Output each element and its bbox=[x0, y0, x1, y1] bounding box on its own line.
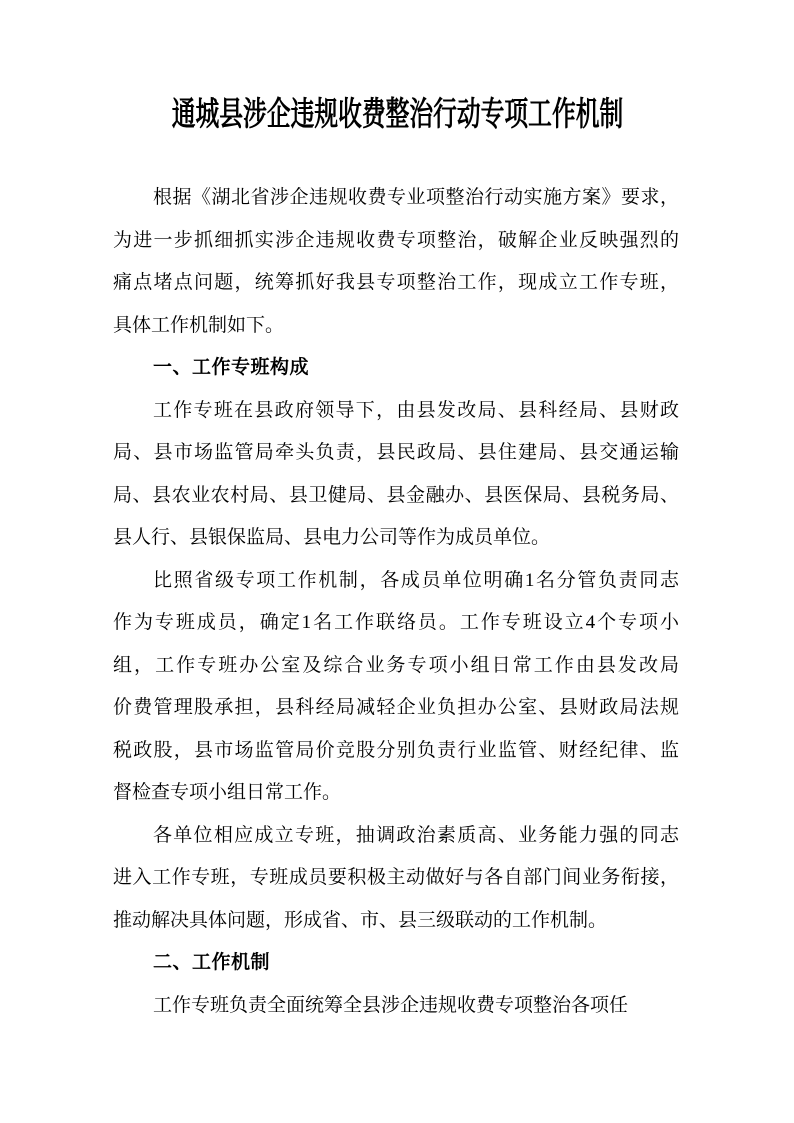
section-heading: 二、工作机制 bbox=[153, 952, 271, 973]
text-line: 推动解决具体问题，形成省、市、县三级联动的工作机制。 bbox=[113, 909, 608, 931]
text-line: 作为专班成员，确定1名工作联络员。工作专班设立4个专项小 bbox=[113, 612, 679, 633]
text-line: 价费管理股承担，县科经局减轻企业负担办公室、县财政局法规 bbox=[113, 697, 679, 718]
document-body bbox=[113, 177, 679, 1027]
text-line: 局、县市场监管局牵头负责，县民政局、县住建局、县交通运输 bbox=[113, 442, 679, 463]
text-line: 各单位相应成立专班，抽调政治素质高、业务能力强的同志 bbox=[153, 824, 679, 846]
text-line: 局、县农业农村局、县卫健局、县金融办、县医保局、县税务局、 bbox=[113, 484, 679, 506]
text-line: 比照省级专项工作机制，各成员单位明确1名分管负责同志 bbox=[153, 569, 679, 591]
text-line: 具体工作机制如下。 bbox=[113, 314, 285, 336]
text-line: 为进一步抓细抓实涉企违规收费专项整治，破解企业反映强烈的 bbox=[113, 229, 679, 251]
text-line: 痛点堵点问题，统筹抓好我县专项整治工作，现成立工作专班， bbox=[113, 272, 679, 293]
text-line: 工作专班负责全面统筹全县涉企违规收费专项整治各项任 bbox=[153, 994, 629, 1016]
document-title-text: 通城县涉企违规收费整治行动专项工作机制 bbox=[171, 97, 623, 133]
text-line: 督检查专项小组日常工作。 bbox=[113, 782, 342, 803]
text-line: 县人行、县银保监局、县电力公司等作为成员单位。 bbox=[113, 527, 551, 548]
text-line: 组，工作专班办公室及综合业务专项小组日常工作由县发改局 bbox=[113, 654, 679, 676]
text-line: 进入工作专班，专班成员要积极主动做好与各自部门间业务衔接， bbox=[113, 867, 679, 888]
section-heading: 一、工作专班构成 bbox=[153, 357, 310, 378]
text-line: 根据《湖北省涉企违规收费专业项整治行动实施方案》要求， bbox=[153, 187, 679, 208]
text-line: 工作专班在县政府领导下，由县发改局、县科经局、县财政 bbox=[153, 399, 679, 421]
document-title bbox=[0, 92, 794, 138]
text-line: 税政股，县市场监管局价竞股分别负责行业监管、财经纪律、监 bbox=[113, 739, 679, 761]
